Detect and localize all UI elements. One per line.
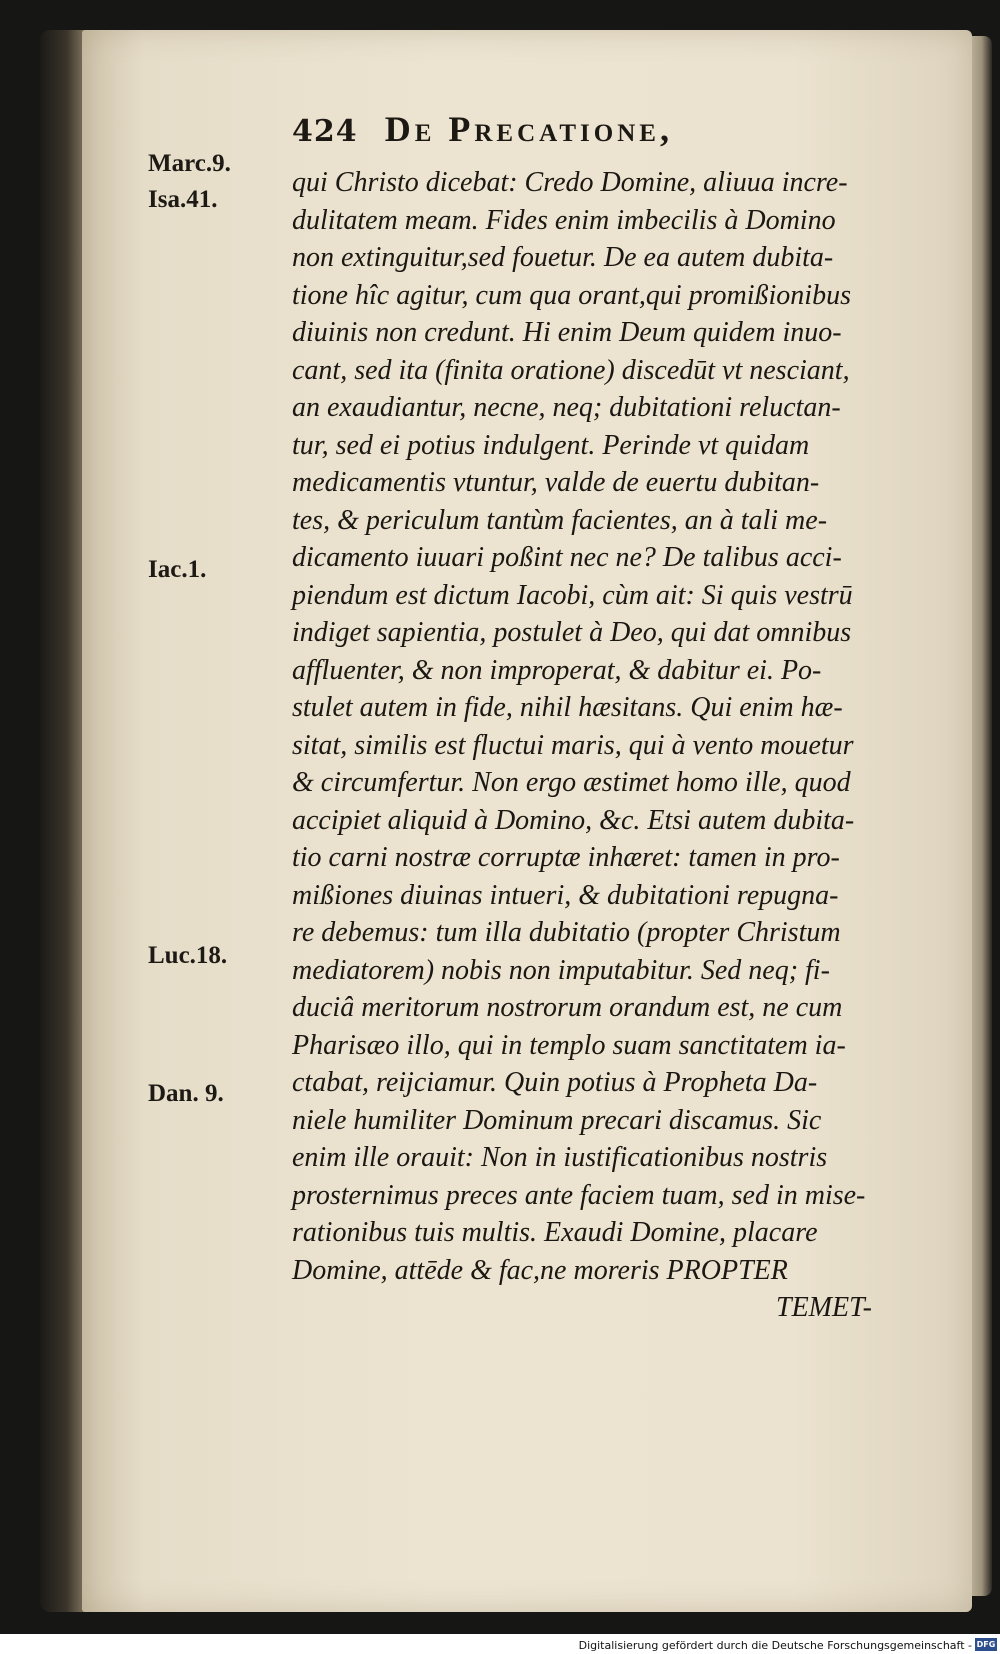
- catchword: TEMET-: [776, 1292, 872, 1323]
- text-line: cant, sed ita (finita oratione) discedūt vt nesciant,: [292, 354, 850, 386]
- text-line: diuinis non credunt. Hi enim Deum quidem inuo-: [292, 317, 842, 348]
- text-line: ctabat, reijciamur. Quin potius à Propheta Da-: [292, 1067, 818, 1098]
- text-line: dulitatem meam. Fides enim imbecilis à Domino: [292, 204, 836, 236]
- page-number: 424: [292, 114, 358, 149]
- dfg-logo: DFG: [976, 1640, 996, 1649]
- text-line: tur, sed ei potius indulgent. Perinde vt quidam: [292, 429, 810, 461]
- text-line: accipiet aliquid à Domino, &c. Etsi autem dubita-: [292, 804, 855, 836]
- text-line: qui Christo dicebat: Credo Domine, aliuua incre-: [292, 167, 848, 198]
- marginal-note: Iac.1.: [148, 556, 207, 583]
- running-title: De Precatione,: [384, 109, 673, 149]
- text-line: non extinguitur,sed fouetur. De ea autem dubita-: [292, 242, 834, 273]
- text-line: affluenter, & non improperat, & dabitur ei. Po-: [292, 654, 822, 686]
- digitization-footer: [0, 1634, 1000, 1654]
- text-line: indiget sapientia, postulet à Deo, qui dat omnibus: [292, 617, 852, 648]
- text-line: piendum est dictum Iacobi, cùm ait: Si quis vestrū: [292, 579, 853, 611]
- text-line: mißiones diuinas intueri, & dubitationi repugna-: [292, 879, 839, 911]
- marginal-note: Isa.41.: [148, 186, 218, 213]
- text-line: dicamento iuuari poßint nec ne? De talibus acci-: [292, 542, 842, 573]
- text-line: sitat, similis est fluctui maris, qui à vento mouetur: [292, 729, 854, 761]
- marginal-note: Luc.18.: [148, 942, 228, 969]
- book-spine-edge: [40, 30, 88, 1612]
- funding-credit: Digitalisierung gefördert durch die Deutsche Forschungsgemeinschaft -: [578, 1639, 972, 1652]
- text-line: enim ille orauit: Non in iustificationibus nostris: [292, 1142, 828, 1173]
- text-line: duciâ meritorum nostrorum orandum est, ne cum: [292, 992, 843, 1023]
- text-line: tio carni nostræ corruptæ inhæret: tamen in pro-: [292, 842, 840, 873]
- text-line: mediatorem) nobis non imputabitur. Sed neq; fi-: [292, 954, 830, 986]
- text-line: stulet autem in fide, nihil hæsitans. Qui enim hæ-: [292, 692, 843, 723]
- text-line: rationibus tuis multis. Exaudi Domine, placare: [292, 1217, 818, 1248]
- body-text: [292, 164, 942, 1327]
- text-line: an exaudiantur, necne, neq; dubitationi reluctan-: [292, 392, 841, 423]
- text-line: Pharisæo illo, qui in templo suam sanctitatem ia-: [292, 1029, 846, 1061]
- text-line: tione hîc agitur, cum qua orant,qui promißionibus: [292, 279, 851, 311]
- text-line: Domine, attēde & fac,ne moreris PROPTER: [292, 1254, 788, 1286]
- text-line: tes, & periculum tantùm facientes, an à tali me-: [292, 504, 828, 536]
- running-header: [292, 108, 852, 156]
- text-line: re debemus: tum illa dubitatio (propter Christum: [292, 917, 841, 948]
- text-line: niele humiliter Dominum precari discamus. Sic: [292, 1104, 822, 1136]
- marginal-note: Marc.9.: [148, 150, 231, 177]
- text-line: medicamentis vtuntur, valde de euertu dubitan-: [292, 467, 820, 498]
- marginal-note: Dan. 9.: [148, 1080, 224, 1107]
- text-line: prosternimus preces ante faciem tuam, sed in mise-: [292, 1179, 866, 1211]
- text-line: & circumfertur. Non ergo æstimet homo ille, quod: [292, 767, 851, 798]
